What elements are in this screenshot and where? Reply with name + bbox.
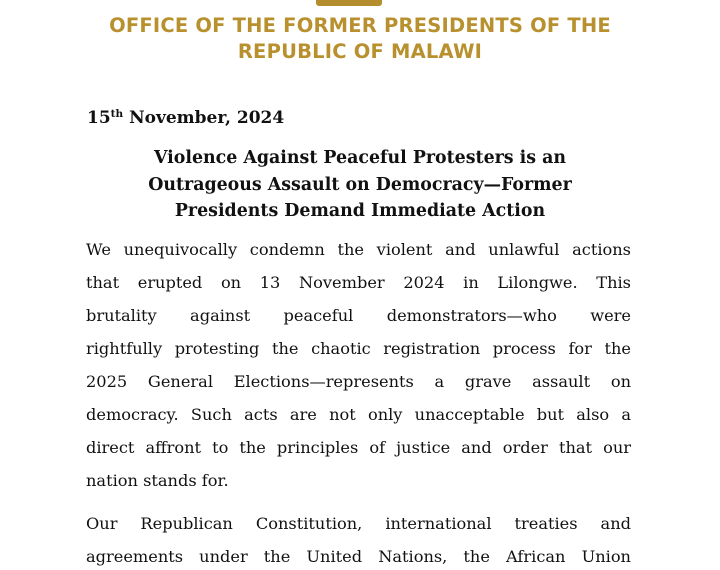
headline-line-2: Outrageous Assault on Democracy—Former: [148, 175, 572, 195]
paragraph-1-line: democracy. Such acts are not only unacceptable but also a: [86, 405, 631, 424]
date-ordinal-suffix: th: [110, 108, 124, 120]
paragraph-1-line: 2025 General Elections—represents a grave assault on: [86, 372, 631, 391]
paragraph-1-line: rightfully protesting the chaotic registration process for the: [86, 339, 631, 358]
paragraph-1-line: direct affront to the principles of justice and order that our: [86, 438, 631, 457]
office-name-line-2: REPUBLIC OF MALAWI: [237, 40, 483, 63]
release-date: [87, 108, 284, 128]
headline-line-3: Presidents Demand Immediate Action: [174, 201, 546, 221]
date-month-year: November, 2024: [123, 108, 285, 128]
coat-of-arms-emblem: [316, 0, 382, 6]
paragraph-2-line: Our Republican Constitution, international treaties and: [86, 514, 631, 533]
paragraph-1-line: that erupted on 13 November 2024 in Lilongwe. This: [86, 273, 631, 292]
paragraph-1-line: brutality against peaceful demonstrators—who were: [86, 306, 631, 325]
paragraph-1-line: nation stands for.: [86, 471, 229, 490]
office-name-line-1: OFFICE OF THE FORMER PRESIDENTS OF THE: [109, 14, 611, 37]
paragraph-1-line: We unequivocally condemn the violent and unlawful actions: [86, 240, 631, 259]
paragraph-2-line: agreements under the United Nations, the African Union: [86, 547, 631, 566]
date-day: 15: [87, 108, 111, 128]
headline-line-1: Violence Against Peaceful Protesters is an: [153, 148, 567, 168]
